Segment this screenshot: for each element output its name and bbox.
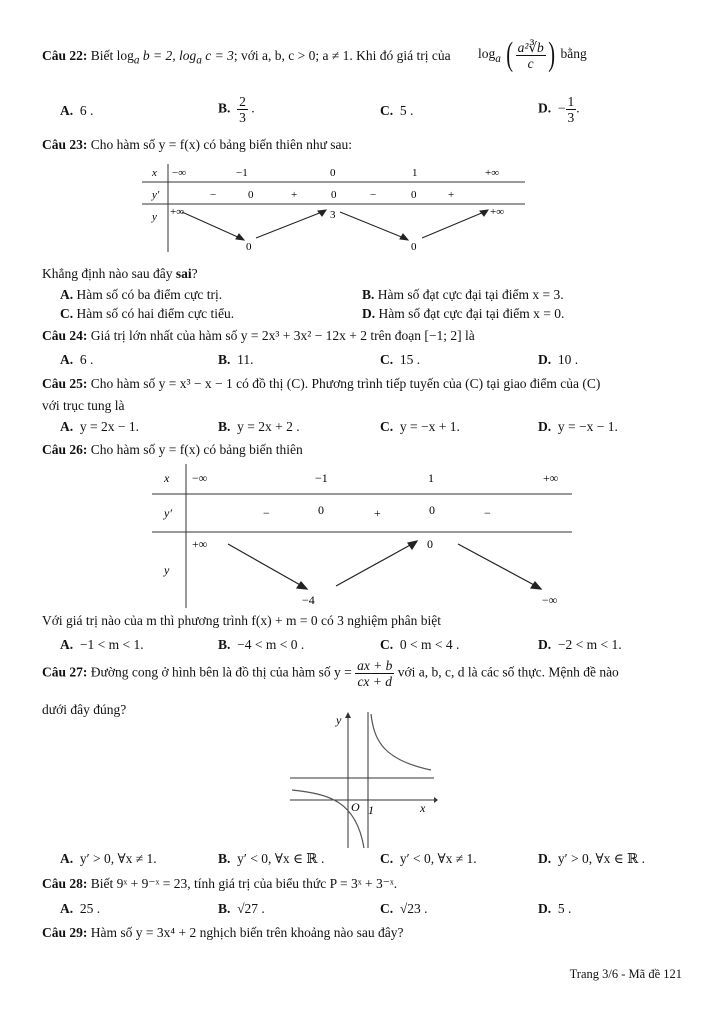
option-text: y′ > 0, ∀x ≠ 1. xyxy=(79,851,157,866)
option-label: D. xyxy=(538,352,552,367)
y-value: +∞ xyxy=(192,537,208,551)
arrow-down xyxy=(182,212,240,238)
y-axis-label: y xyxy=(336,713,342,727)
log-word: log xyxy=(116,48,134,63)
prompt-text: Khẳng định nào sau đây xyxy=(42,266,176,281)
option-a[interactable] xyxy=(60,637,144,653)
fraction-numerator: 2 xyxy=(239,94,246,109)
option-label: A. xyxy=(60,851,74,866)
option-text: y = 2x − 1. xyxy=(79,419,139,434)
y-value: −4 xyxy=(302,593,315,607)
y-value: +∞ xyxy=(170,206,185,218)
question-25 xyxy=(42,376,600,392)
question-label: Câu 24: xyxy=(42,328,88,343)
option-label: B. xyxy=(218,100,231,116)
option-label: C. xyxy=(380,851,394,866)
question-label: Câu 28: xyxy=(42,876,88,891)
question-label: Câu 22: xyxy=(42,48,88,63)
x-value: +∞ xyxy=(543,471,559,485)
sign: 0 xyxy=(331,189,337,201)
question-28 xyxy=(42,876,397,892)
option-b[interactable] xyxy=(218,352,254,368)
fraction-numerator: ax + b xyxy=(357,658,393,673)
row-label-y: y xyxy=(164,563,170,577)
option-d[interactable] xyxy=(538,637,622,653)
option-a[interactable] xyxy=(60,419,139,435)
option-text: −4 < m < 0 . xyxy=(237,637,305,652)
option-b[interactable] xyxy=(218,851,324,867)
fraction xyxy=(516,40,546,71)
option-d[interactable] xyxy=(538,352,578,368)
fraction-denominator: c xyxy=(527,55,534,71)
log-word: log xyxy=(478,46,496,62)
option-text: 6 . xyxy=(79,103,94,118)
question-text: Cho hàm số y = x³ − x − 1 có đồ thị (C). Phương trình tiếp tuyến của (C) tại giao điểm của (C) xyxy=(90,376,601,391)
row-label-x: x xyxy=(164,471,170,485)
x-axis-label: x xyxy=(420,801,426,815)
option-a[interactable] xyxy=(60,352,93,368)
condition-text: ; với a, b, c > 0; a ≠ 1. Khi đó giá trị của xyxy=(233,48,451,63)
option-label: B. xyxy=(362,287,375,302)
x-value: −1 xyxy=(236,167,248,179)
row-label-y: y xyxy=(152,211,157,223)
option-text: 5 . xyxy=(557,901,572,916)
y-value: 0 xyxy=(411,241,417,253)
x-value: +∞ xyxy=(485,167,500,179)
y-value: 3 xyxy=(330,209,336,221)
row-label-dy: y′ xyxy=(164,506,172,520)
question-29 xyxy=(42,925,404,941)
left-paren: ( xyxy=(506,36,514,73)
question-24 xyxy=(42,328,475,344)
option-a[interactable] xyxy=(60,851,157,867)
log-base: a xyxy=(133,54,140,67)
question-27 xyxy=(42,658,619,689)
prompt-emphasis: sai xyxy=(175,266,192,281)
option-a[interactable] xyxy=(60,901,100,917)
question-text-end: với a, b, c, d là các số thực. Mệnh đề nào xyxy=(397,664,619,680)
page-footer: Trang 3/6 - Mã đề 121 xyxy=(569,967,682,981)
option-d[interactable] xyxy=(538,851,645,867)
row-label-dy: y′ xyxy=(152,189,160,201)
question-label: Câu 29: xyxy=(42,925,88,940)
question-text: Hàm số y = 3x⁴ + 2 nghịch biến trên khoảng nào sau đây? xyxy=(90,925,404,940)
sign: + xyxy=(374,506,381,520)
arrow-down xyxy=(340,212,404,238)
option-text: y′ < 0, ∀x ∈ ℝ . xyxy=(237,851,325,866)
question-label: Câu 25: xyxy=(42,376,88,391)
question-label: Câu 26: xyxy=(42,442,88,457)
x-value: −1 xyxy=(315,471,328,485)
option-text: Hàm số đạt cực đại tại điểm x = 3. xyxy=(377,287,564,302)
option-c[interactable] xyxy=(380,103,413,119)
option-label: C. xyxy=(380,352,394,367)
question-27-line2 xyxy=(42,702,126,718)
upper-branch xyxy=(371,714,431,770)
option-text: y = −x + 1. xyxy=(399,419,460,434)
log-expression xyxy=(478,38,587,72)
question-26-prompt xyxy=(42,613,441,629)
option-text: y = 2x + 2 . xyxy=(237,419,300,434)
sign: + xyxy=(291,189,298,201)
option-c[interactable] xyxy=(380,637,459,653)
option-text: y = −x − 1. xyxy=(557,419,618,434)
x-value: 1 xyxy=(428,471,434,485)
question-26 xyxy=(42,442,303,458)
option-d[interactable] xyxy=(538,901,571,917)
option-c[interactable] xyxy=(380,901,428,917)
log-base: a xyxy=(495,52,501,65)
given-1: b = 2, log xyxy=(139,48,197,63)
option-label: B. xyxy=(218,851,231,866)
option-b[interactable] xyxy=(362,287,564,303)
variation-table-23 xyxy=(140,160,530,260)
option-b[interactable] xyxy=(218,901,265,917)
option-label: D. xyxy=(362,306,376,321)
option-label: A. xyxy=(60,419,74,434)
option-label: D. xyxy=(538,901,552,916)
sign: 0 xyxy=(318,503,324,517)
option-b[interactable] xyxy=(218,419,300,435)
fraction-numerator: 1 xyxy=(567,94,575,109)
option-text: 11. xyxy=(237,352,254,367)
fraction-numerator: a²∛b xyxy=(517,39,544,55)
arrow-down xyxy=(458,544,536,586)
question-intro: Biết xyxy=(90,48,114,63)
option-text: −1 < m < 1. xyxy=(79,637,144,652)
question-23-prompt xyxy=(42,266,198,282)
sign: 0 xyxy=(248,189,254,201)
option-label: C. xyxy=(380,901,394,916)
option-d[interactable] xyxy=(362,306,564,322)
arrow-up xyxy=(422,212,484,238)
option-a[interactable] xyxy=(60,103,93,119)
option-b[interactable]: B. $\frac{2}{3}$ . xyxy=(218,94,255,125)
option-label: D. xyxy=(538,419,552,434)
option-d[interactable] xyxy=(538,419,618,435)
option-text: 5 . xyxy=(399,103,414,118)
sign: − xyxy=(370,189,377,201)
y-value: 0 xyxy=(246,241,252,253)
prompt-end: ? xyxy=(191,266,198,281)
sign: − xyxy=(484,506,491,520)
option-text: 0 < m < 4 . xyxy=(399,637,460,652)
tick-label-1: 1 xyxy=(368,803,374,817)
question-text: Cho hàm số y = f(x) có bảng biến thiên xyxy=(90,442,303,457)
y-value: −∞ xyxy=(542,593,558,607)
fraction-denominator: cx + d xyxy=(357,674,393,689)
option-d[interactable]: D. − $\frac{1}{3}$ . xyxy=(538,94,580,125)
fraction xyxy=(237,94,248,125)
option-c[interactable] xyxy=(380,419,460,435)
option-text: √23 . xyxy=(399,901,428,916)
given-2: c = 3 xyxy=(201,48,234,63)
question-text: Giá trị lớn nhất của hàm số y = 2x³ + 3x² − 12x + 2 trên đoạn [−1; 2] là xyxy=(90,328,475,343)
row-label-x: x xyxy=(152,167,157,179)
option-label: C. xyxy=(380,419,394,434)
prompt-text: Với giá trị nào của m thì phương trình f(x) + m = 0 có 3 nghiệm phân biệt xyxy=(42,613,441,628)
sign: 0 xyxy=(429,503,435,517)
option-c[interactable] xyxy=(60,306,234,322)
fraction xyxy=(355,658,394,689)
log-base: a xyxy=(196,54,202,67)
right-paren: ) xyxy=(548,36,555,73)
option-text: Hàm số có ba điểm cực trị. xyxy=(76,287,223,302)
question-text-continued: dưới đây đúng? xyxy=(42,702,127,717)
question-label: Câu 27: xyxy=(42,664,88,680)
sign: − xyxy=(263,506,270,520)
option-label: A. xyxy=(60,287,74,302)
arrow-up xyxy=(256,212,322,238)
option-label: D. xyxy=(538,637,552,652)
x-value: −∞ xyxy=(192,471,208,485)
question-text: Cho hàm số y = f(x) có bảng biến thiên như sau: xyxy=(90,137,353,152)
y-value: 0 xyxy=(427,537,433,551)
option-label: A. xyxy=(60,901,74,916)
sign: 0 xyxy=(411,189,417,201)
option-label: D. xyxy=(538,100,552,116)
option-label: C. xyxy=(380,103,394,118)
arrow-down xyxy=(228,544,302,586)
option-text: y′ > 0, ∀x ∈ ℝ . xyxy=(557,851,646,866)
option-b[interactable] xyxy=(218,637,304,653)
option-a[interactable] xyxy=(60,287,222,303)
question-tail: bằng xyxy=(560,46,587,62)
x-value: 1 xyxy=(412,167,418,179)
sign: + xyxy=(448,189,455,201)
question-text: Biết 9ˣ + 9⁻ˣ = 23, tính giá trị của biểu thức P = 3ˣ + 3⁻ˣ. xyxy=(90,876,398,891)
option-text: y′ < 0, ∀x ≠ 1. xyxy=(399,851,477,866)
question-text: Đường cong ở hình bên là đồ thị của hàm số y = xyxy=(90,664,352,680)
hyperbola-graph xyxy=(288,710,438,850)
fraction-denominator: 3 xyxy=(567,110,575,125)
option-label: A. xyxy=(60,103,74,118)
option-text: √27 . xyxy=(237,901,265,916)
option-text: 25 . xyxy=(79,901,101,916)
option-text: Hàm số có hai điểm cực tiểu. xyxy=(76,306,235,321)
x-value: −∞ xyxy=(172,167,187,179)
option-label: C. xyxy=(380,637,394,652)
option-label: B. xyxy=(218,419,231,434)
option-text: −2 < m < 1. xyxy=(557,637,622,652)
x-value: 0 xyxy=(330,167,336,179)
option-label: D. xyxy=(538,851,552,866)
option-label: A. xyxy=(60,352,74,367)
option-text: Hàm số đạt cực đại tại điểm x = 0. xyxy=(378,306,565,321)
y-value: +∞ xyxy=(490,206,505,218)
question-25-line2 xyxy=(42,398,125,414)
option-text: 15 . xyxy=(399,352,421,367)
lower-branch xyxy=(292,790,364,848)
question-23 xyxy=(42,137,352,153)
minus-sign: − xyxy=(557,100,566,116)
option-label: A. xyxy=(60,637,74,652)
option-text: 6 . xyxy=(79,352,94,367)
option-label: C. xyxy=(60,306,74,321)
option-text: 10 . xyxy=(557,352,579,367)
question-label: Câu 23: xyxy=(42,137,88,152)
question-22 xyxy=(42,48,451,67)
variation-table-26 xyxy=(150,462,575,610)
origin-label: O xyxy=(351,800,360,814)
option-c[interactable] xyxy=(380,352,420,368)
arrow-up xyxy=(336,544,412,586)
option-label: B. xyxy=(218,901,231,916)
sign: − xyxy=(210,189,217,201)
fraction xyxy=(566,94,577,125)
fraction-denominator: 3 xyxy=(239,110,246,125)
option-label: B. xyxy=(218,352,231,367)
option-c[interactable] xyxy=(380,851,477,867)
question-text-continued: với trục tung là xyxy=(42,398,125,413)
option-label: B. xyxy=(218,637,231,652)
